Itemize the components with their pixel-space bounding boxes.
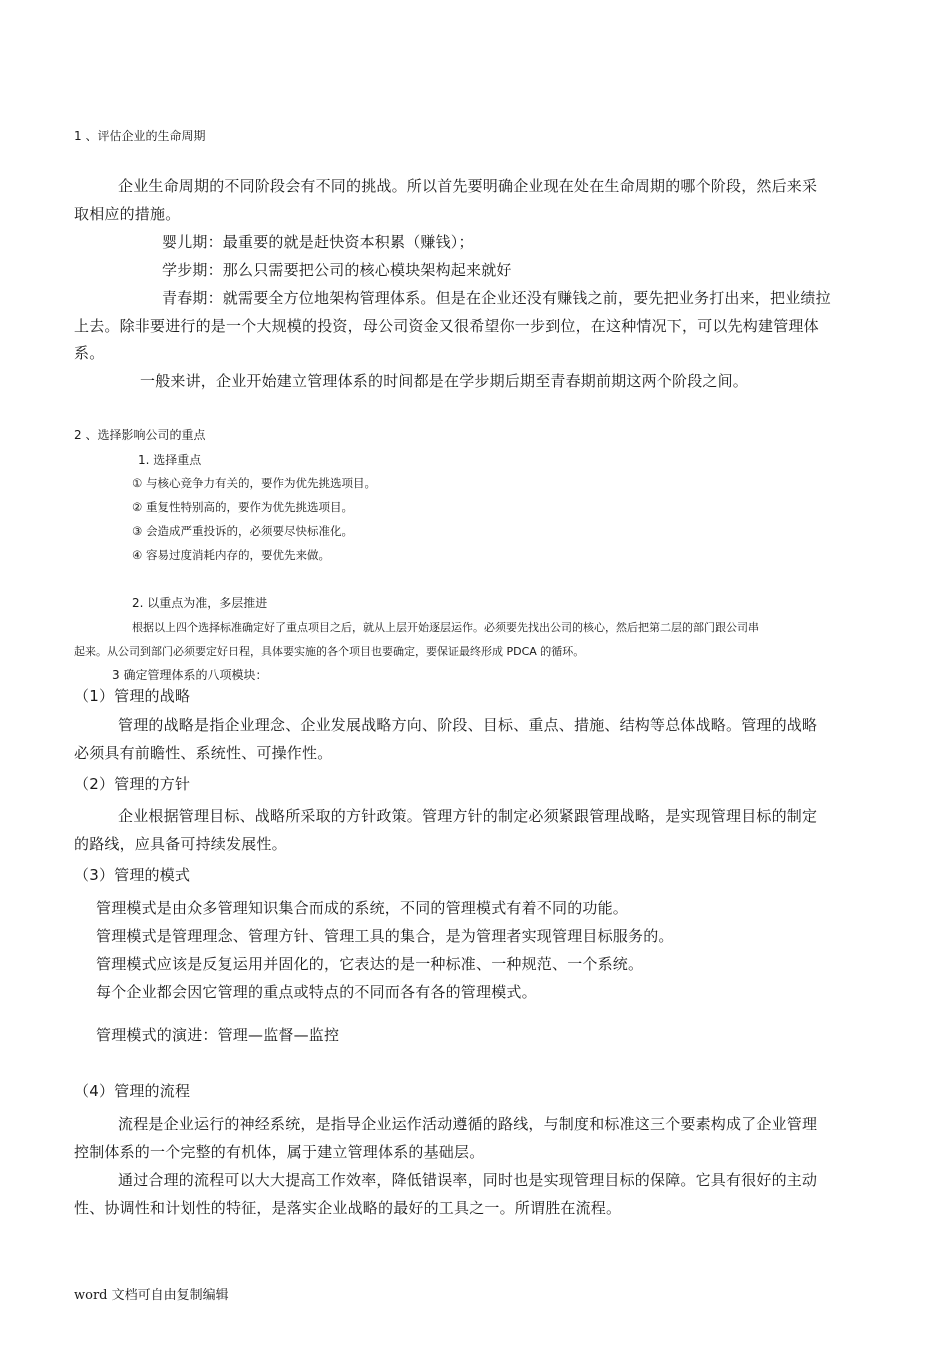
section1-paragraph-line: 企业生命周期的不同阶段会有不同的挑战。所以首先要明确企业现在处在生命周期的哪个阶段，然后来采 (118, 177, 818, 195)
policy-paragraph-line: 的路线，应具备可持续发展性。 (74, 835, 287, 853)
section1-summary: 一般来讲，企业开始建立管理体系的时间都是在学步期后期至青春期前期这两个阶段之间。 (140, 372, 749, 390)
toddler-stage-text: 学步期：那么只需要把公司的核心模块架构起来就好 (162, 261, 512, 279)
list-item: ④ 容易过度消耗内存的，要优先来做。 (132, 548, 330, 562)
section2-paragraph-line: 根据以上四个选择标准确定好了重点项目之后，就从上层开始逐层运作。必须要先找出公司的核心，然后把第二层的部门跟公司串 (132, 621, 759, 634)
youth-stage-text: 系。 (74, 344, 105, 362)
list-item: ① 与核心竞争力有关的，要作为优先挑选项目。 (132, 476, 376, 490)
list-item: ③ 会造成严重投诉的，必须要尽快标准化。 (132, 524, 353, 538)
mode-line: 管理模式是管理理念、管理方针、管理工具的集合，是为管理者实现管理目标服务的。 (96, 927, 674, 945)
section1-paragraph-line: 取相应的措施。 (74, 205, 181, 223)
youth-stage-text: 青春期：就需要全方位地架构管理体系。但是在企业还没有赚钱之前，要先把业务打出来，把业绩拉 (162, 289, 831, 307)
infant-stage-text: 婴儿期：最重要的就是赶快资本积累（赚钱）； (162, 233, 474, 251)
process-paragraph-line: 通过合理的流程可以大大提高工作效率，降低错误率，同时也是实现管理目标的保障。它具有很好的主动 (118, 1171, 818, 1189)
mode-line: 每个企业都会因它管理的重点或特点的不同而各有各的管理模式。 (96, 983, 537, 1001)
section2-paragraph-line: 起来。从公司到部门必须要定好日程，具体要实施的各个项目也要确定，要保证最终形成 PDCA 的循环。 (74, 645, 585, 658)
process-paragraph-line: 流程是企业运行的神经系统，是指导企业运作活动遵循的路线，与制度和标准这三个要素构成了企业管理 (118, 1115, 818, 1133)
strategy-title: （1）管理的战略 (74, 687, 191, 705)
mode-title: （3）管理的模式 (74, 866, 191, 884)
process-title: （4）管理的流程 (74, 1082, 191, 1100)
youth-stage-text: 上去。除非要进行的是一个大规模的投资，母公司资金又很希望你一步到位，在这种情况下，可以先构建管理体 (74, 317, 819, 335)
strategy-paragraph-line: 必须具有前瞻性、系统性、可操作性。 (74, 744, 333, 762)
process-paragraph-line: 性、协调性和计划性的特征，是落实企业战略的最好的工具之一。所谓胜在流程。 (74, 1199, 622, 1217)
section2-heading: 2 、选择影响公司的重点 (74, 428, 206, 442)
mode-evolution: 管理模式的演进：管理—监督—监控 (96, 1026, 340, 1044)
policy-paragraph-line: 企业根据管理目标、战略所采取的方针政策。管理方针的制定必须紧跟管理战略，是实现管理目标的制定 (118, 807, 818, 825)
policy-title: （2）管理的方针 (74, 775, 191, 793)
section3-heading: 3 确定管理体系的八项模块： (112, 668, 268, 682)
section1-heading: 1 、评估企业的生命周期 (74, 129, 206, 143)
mode-line: 管理模式应该是反复运用并固化的，它表达的是一种标准、一种规范、一个系统。 (96, 955, 644, 973)
process-paragraph-line: 控制体系的一个完整的有机体，属于建立管理体系的基础层。 (74, 1143, 485, 1161)
strategy-paragraph-line: 管理的战略是指企业理念、企业发展战略方向、阶段、目标、重点、措施、结构等总体战略。管理的战略 (118, 716, 818, 734)
section2-subheading: 2. 以重点为准，多层推进 (132, 596, 268, 610)
list-item: ② 重复性特别高的，要作为优先挑选项目。 (132, 500, 353, 514)
section2-subheading: 1. 选择重点 (138, 453, 202, 467)
mode-line: 管理模式是由众多管理知识集合而成的系统，不同的管理模式有着不同的功能。 (96, 899, 629, 917)
footer-note: word 文档可自由复制编辑 (74, 1288, 229, 1303)
